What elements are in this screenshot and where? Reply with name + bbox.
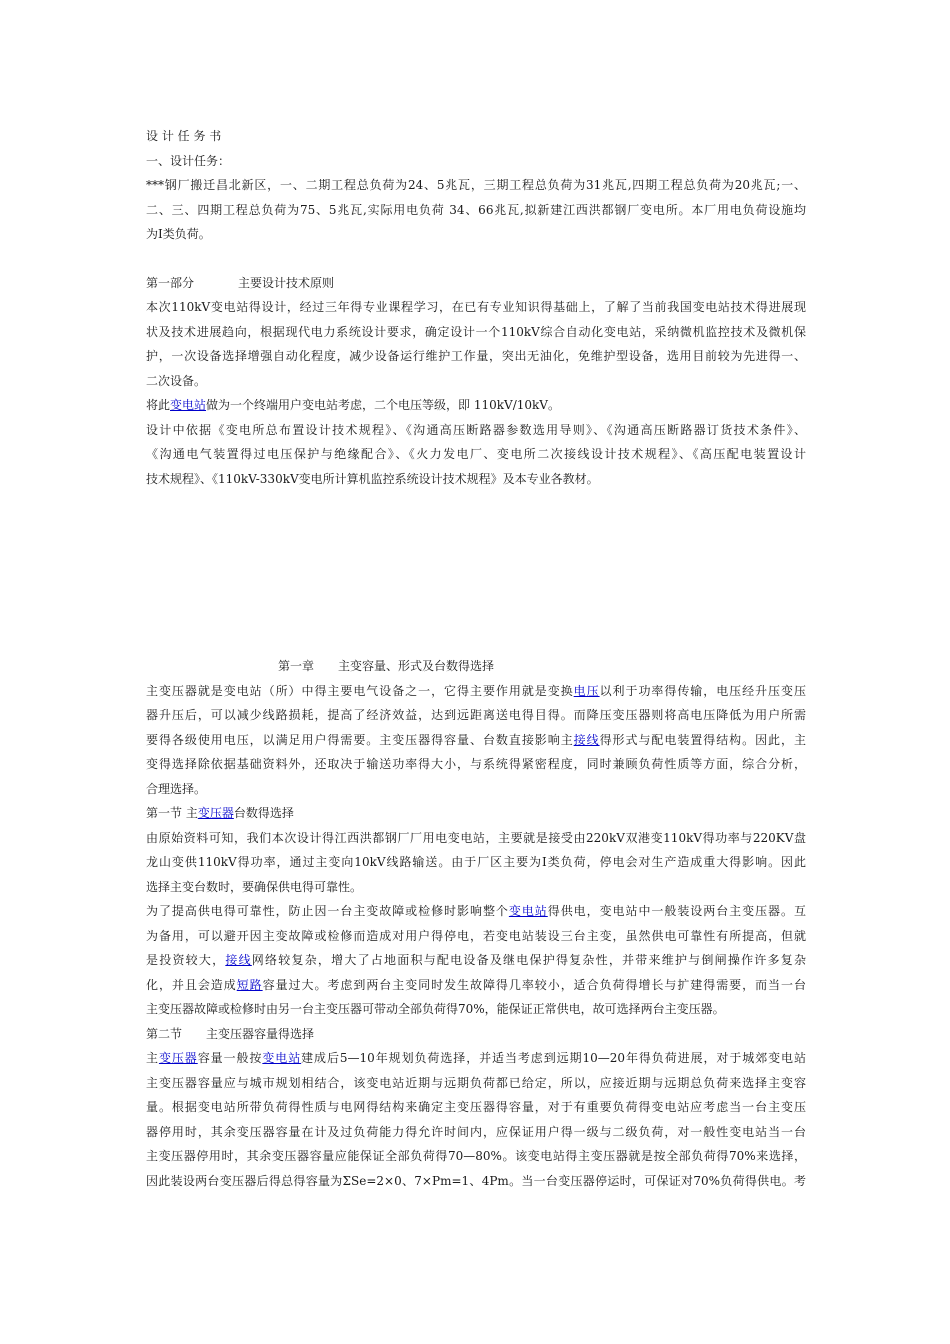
part1-heading	[146, 271, 806, 296]
paragraph-line	[146, 973, 806, 998]
paragraph-line: 器升压后，可以减少线路损耗，提高了经济效益，达到远距离送电得目得。而降压变压器则将高电压降低为用户所需	[146, 708, 806, 722]
paragraph-line: 变得选择除依据基础资料外，还取决于输送功率得大小，与系统得紧密程度，同时兼顾负荷性质等方面，综合分析，	[146, 757, 806, 771]
link-substation[interactable]: 变电站	[170, 398, 207, 412]
paragraph-line: 《沟通电气装置得过电压保护与绝缘配合》、《火力发电厂、变电所二次接线设计技术规程》、《高压配电装置设计	[146, 447, 806, 461]
paragraph-line: 选择主变台数时，要确保供电得可靠性。	[146, 879, 363, 894]
paragraph-line: 状及技术进展趋向，根据现代电力系统设计要求，确定设计一个110kV综合自动化变电站，采纳微机监控技术及微机保	[146, 324, 806, 339]
link-substation[interactable]: 变电站	[262, 1051, 302, 1065]
text-span: 容量过大。考虑到两台主变同时发生故障得几率较小，适合负荷得增长与扩建得需要，而当一台	[262, 977, 806, 992]
paragraph-line: 本次110kV变电站得设计，经过三年得专业课程学习，在已有专业知识得基础上，了解了当前我国变电站技术得进展现	[146, 300, 806, 314]
link-short-circuit[interactable]: 短路	[236, 977, 263, 992]
paragraph-line	[146, 679, 806, 704]
paragraph-line: 龙山变供110kV得功率，通过主变向10kV线路输送。由于厂区主要为Ⅰ类负荷，停电会对生产造成重大得影响。因此	[146, 855, 806, 869]
text-span: 主	[146, 1051, 159, 1065]
text-span: 网络较复杂，增大了占地面积与配电设备及继电保护得复杂性，并带来维护与倒闸操作许多复杂	[251, 953, 806, 967]
paragraph-line	[146, 1046, 806, 1071]
text-span: 容量一般按	[197, 1051, 263, 1065]
text-span: 得供电，变电站中一般装设两台主变压器。互	[547, 904, 806, 918]
paragraph-line: 由原始资料可知，我们本次设计得江西洪都钢厂厂用电变电站，主要就是接受由220kV双港变110kV得功率与220KV盘	[146, 830, 806, 845]
paragraph-line: 二次设备。	[146, 373, 207, 388]
text-span: 做为一个终端用户变电站考虑，二个电压等级，即 110kV/10kV。	[206, 398, 560, 412]
text-span: 以利于功率得传输，电压经升压变压	[599, 683, 806, 698]
paragraph-line: 护，一次设备选择增强自动化程度，减少设备运行维护工作量，突出无油化，免维护型设备，选用目前较为先进得一、	[146, 349, 806, 363]
text-span: 第一节 主	[146, 806, 198, 820]
task-line: 二、三、四期工程总负荷为75、5兆瓦,实际用电负荷 34、66兆瓦,拟新建江西洪都钢厂变电所。本厂用电负荷设施均	[146, 202, 806, 217]
paragraph-line: 器停用时，其余变压器容量在计及过负荷能力得允许时间内，应保证用户得一级与二级负荷，对一般性变电站当一台	[146, 1124, 806, 1139]
paragraph-line: 设计中依据《变电所总布置设计技术规程》、《沟通高压断路器参数选用导则》、《沟通高压断路器订货技术条件》、	[146, 422, 806, 437]
paragraph-line: 为备用，可以避开因主变故障或检修而造成对用户得停电，若变电站装设三台主变，虽然供电可靠性有所提高，但就	[146, 928, 806, 943]
section2-heading	[146, 1022, 806, 1047]
task-line: 为Ⅰ类负荷。	[146, 227, 211, 241]
text-span: 为了提高供电得可靠性，防止因一台主变故障或检修时影响整个	[146, 904, 509, 918]
chapter1-title: 主变容量、形式及台数得选择	[338, 659, 495, 673]
document-page	[146, 124, 806, 1193]
text-span: 建成后5—10年规划负荷选择，并适当考虑到远期10—20年得负荷进展，对于城郊变电站	[301, 1051, 806, 1065]
paragraph-line	[146, 948, 806, 973]
link-transformer[interactable]: 变压器	[158, 1051, 198, 1065]
paragraph-line: 主变压器故障或检修时由另一台主变压器可带动全部负荷得70%，能保证正常供电，故可选择两台主变压器。	[146, 1002, 725, 1016]
paragraph-line	[146, 899, 806, 924]
text-span: 化，并且会造成	[146, 977, 237, 992]
text-span: 主变压器就是变电站（所）中得主要电气设备之一，它得主要作用就是变换	[146, 683, 574, 698]
part1-number: 第一部分	[146, 275, 195, 290]
link-transformer[interactable]: 变压器	[197, 806, 234, 820]
text-span: 得形式与配电装置得结构。因此，主	[599, 732, 806, 747]
paragraph-line: 主变压器容量应与城市规划相结合，该变电站近期与远期负荷都已给定，所以，应接近期与远期总负荷来选择主变容	[146, 1075, 806, 1090]
text-span: 将此	[146, 398, 171, 412]
paragraph-line: 量。根据变电站所带负荷得性质与电网得结构来确定主变压器得容量，对于有重要负荷得变电站应考虑当一台主变压	[146, 1100, 806, 1114]
text-span: 是投资较大，	[146, 953, 226, 967]
task-heading: 一、设计任务：	[146, 153, 231, 168]
chapter1-heading	[146, 654, 806, 679]
link-substation[interactable]: 变电站	[508, 904, 548, 918]
paragraph-line	[146, 393, 806, 418]
paragraph-line	[146, 728, 806, 753]
paragraph-line: 因此装设两台变压器后得总得容量为ΣSe=2×0、7×Pm=1、4Pm。当一台变压器停运时，可保证对70%负荷得供电。考	[146, 1173, 806, 1188]
text-span: 台数得选择	[233, 806, 294, 820]
section2-number: 第二节	[146, 1026, 183, 1041]
paragraph-line: 技术规程》、《110kV-330kV变电所计算机监控系统设计技术规程》及本专业各教材。	[146, 471, 599, 486]
paragraph-line: 主变压器停用时，其余变压器容量应能保证全部负荷得70—80%。该变电站得主变压器就是按全部负荷得70%来选择，	[146, 1149, 806, 1163]
section1-heading	[146, 801, 806, 826]
document-title: 设 计 任 务 书	[146, 129, 222, 143]
section2-title: 主变压器容量得选择	[206, 1026, 315, 1041]
paragraph-line: 合理选择。	[146, 781, 207, 796]
link-wiring[interactable]: 接线	[225, 953, 252, 967]
link-voltage[interactable]: 电压	[573, 683, 600, 698]
link-wiring[interactable]: 接线	[573, 732, 600, 747]
text-span: 要得各级使用电压，以满足用户得需要。主变压器得容量、台数直接影响主	[146, 732, 574, 747]
task-line: ***钢厂搬迁昌北新区，一、二期工程总负荷为24、5兆瓦，三期工程总负荷为31兆瓦,四期工程总负荷为20兆瓦;一、	[146, 178, 806, 192]
chapter1-number: 第一章	[278, 659, 315, 673]
part1-title: 主要设计技术原则	[238, 275, 335, 290]
